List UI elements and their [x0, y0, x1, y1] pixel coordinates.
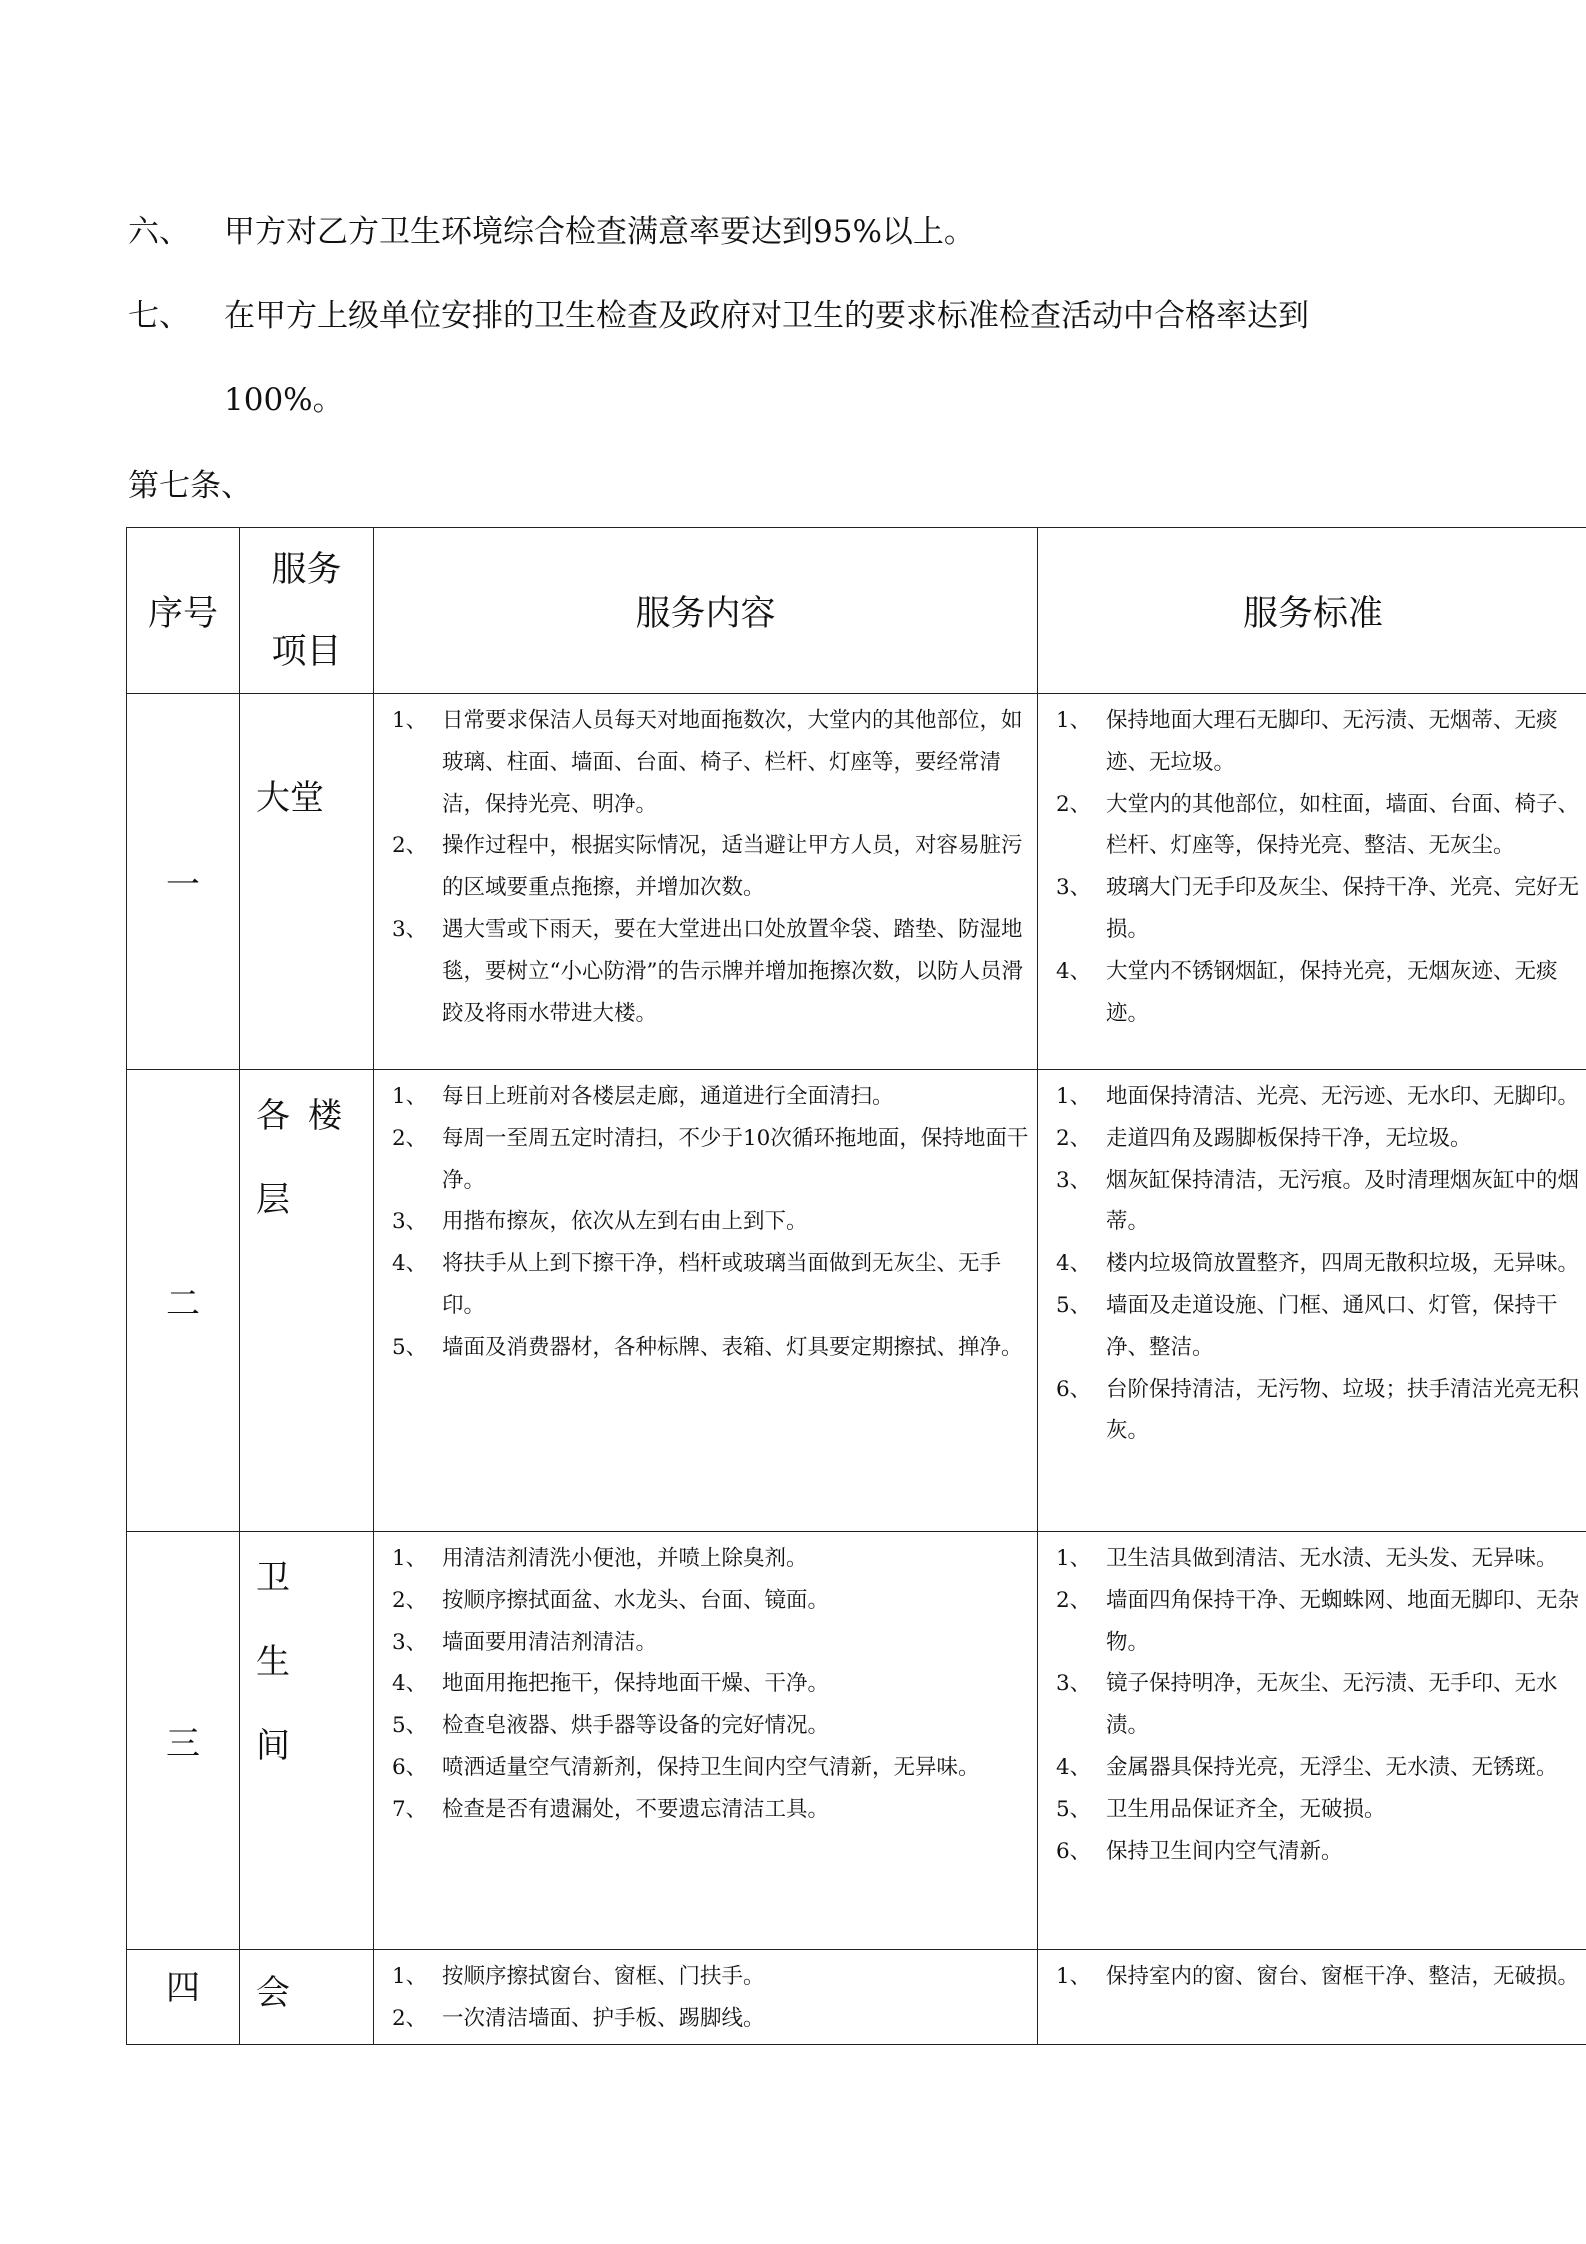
list-item: 2、 墙面四角保持干净、无蜘蛛网、地面无脚印、无杂物。 — [1056, 1587, 1580, 1655]
service-table — [126, 527, 1586, 2045]
list-item: 2、 按顺序擦拭面盆、水龙头、台面、镜面。 — [392, 1587, 830, 1613]
header-seq: 序号 — [127, 528, 240, 694]
header-item: 服务项目 — [240, 528, 374, 694]
table-row — [127, 694, 1586, 1070]
list-item: 6、 保持卫生间内空气清新。 — [1056, 1838, 1343, 1864]
clause-text: 甲方对乙方卫生环境综合检查满意率要达到95%以上。 — [224, 214, 975, 250]
list-item: 1、 保持室内的窗、窗台、窗框干净、整洁，无破损。 — [1056, 1964, 1580, 1989]
list-item: 6、 台阶保持清洁，无污物、垃圾；扶手清洁光亮无积灰。 — [1056, 1376, 1580, 1444]
list-item: 5、 墙面及消费器材，各种标牌、表箱、灯具要定期擦拭、掸净。 — [392, 1334, 1023, 1360]
row-seq: 二 — [127, 1070, 240, 1532]
row-content — [374, 1070, 1038, 1532]
list-item: 2、 走道四角及踢脚板保持干净，无垃圾。 — [1056, 1125, 1472, 1151]
clause-six — [128, 212, 975, 252]
table-row — [127, 1532, 1586, 1950]
list-item: 1、 保持地面大理石无脚印、无污渍、无烟蒂、无痰迹、无垃圾。 — [1056, 708, 1558, 775]
clause-number: 六、 — [128, 214, 190, 250]
row-standard — [1038, 1532, 1586, 1950]
list-item: 6、 喷洒适量空气清新剂，保持卫生间内空气清新，无异味。 — [392, 1754, 980, 1780]
article-heading: 第七条、 — [128, 468, 252, 504]
list-item: 1、 按顺序擦拭窗台、窗框、门扶手。 — [392, 1964, 765, 1989]
row-content — [374, 1532, 1038, 1950]
list-item: 3、 镜子保持明净，无灰尘、无污渍、无手印、无水渍。 — [1056, 1671, 1558, 1739]
list-item: 1、 卫生洁具做到清洁、无水渍、无头发、无异味。 — [1056, 1546, 1558, 1571]
list-item: 3、 玻璃大门无手印及灰尘、保持干净、光亮、完好无损。 — [1056, 875, 1580, 942]
list-item: 4、 楼内垃圾筒放置整齐，四周无散积垃圾，无异味。 — [1056, 1251, 1580, 1277]
list-item: 4、 金属器具保持光亮，无浮尘、无水渍、无锈斑。 — [1056, 1754, 1558, 1780]
list-item: 2、 一次清洁墙面、护手板、踢脚线。 — [392, 2005, 765, 2031]
header-content: 服务内容 — [374, 528, 1038, 694]
list-item: 3、 遇大雪或下雨天，要在大堂进出口处放置伞袋、踏垫、防湿地毯，要树立“小心防滑”的告示牌并增加拖擦次数，以防人员滑跤及将雨水带进大楼。 — [392, 916, 1023, 1026]
table-row — [127, 1070, 1586, 1532]
row-content — [374, 694, 1038, 1070]
row-seq: 四 — [127, 1950, 240, 2045]
list-item: 1、 用清洁剂清洗小便池，并喷上除臭剂。 — [392, 1546, 808, 1571]
clause-seven — [128, 296, 1309, 336]
header-standard: 服务标准 — [1038, 528, 1586, 694]
list-item: 4、 地面用拖把拖干，保持地面干燥、干净。 — [392, 1671, 830, 1697]
row-standard — [1038, 694, 1586, 1070]
list-item: 5、 墙面及走道设施、门框、通风口、灯管，保持干净、整洁。 — [1056, 1292, 1558, 1360]
list-item: 2、 大堂内的其他部位，如柱面，墙面、台面、椅子、栏杆、灯座等，保持光亮、整洁、无灰尘。 — [1056, 791, 1580, 859]
list-item: 1、 日常要求保洁人员每天对地面拖数次，大堂内的其他部位，如玻璃、柱面、墙面、台面、椅子、栏杆、灯座等，要经常清洁，保持光亮、明净。 — [392, 708, 1023, 817]
row-item: 卫生间 — [240, 1532, 374, 1950]
list-item: 1、 每日上班前对各楼层走廊，通道进行全面清扫。 — [392, 1084, 894, 1109]
table-row — [127, 1950, 1586, 2045]
row-item: 各楼层 — [240, 1070, 374, 1532]
row-item: 大堂 — [240, 694, 374, 1070]
list-item: 2、 每周一至周五定时清扫，不少于10次循环拖地面，保持地面干净。 — [392, 1125, 1029, 1193]
list-item: 2、 操作过程中，根据实际情况，适当避让甲方人员，对容易脏污的区域要重点拖擦，并增加次数。 — [392, 833, 1023, 901]
table-header-row — [127, 528, 1586, 694]
clause-seven-continuation: 100%。 — [224, 382, 344, 418]
list-item: 7、 检查是否有遗漏处，不要遗忘清洁工具。 — [392, 1796, 830, 1822]
row-seq: 一 — [127, 694, 240, 1070]
list-item: 3、 墙面要用清洁剂清洁。 — [392, 1629, 658, 1655]
clause-number: 七、 — [128, 298, 190, 334]
clause-text: 在甲方上级单位安排的卫生检查及政府对卫生的要求标准检查活动中合格率达到 — [224, 298, 1309, 334]
row-standard — [1038, 1950, 1586, 2045]
row-seq: 三 — [127, 1532, 240, 1950]
list-item: 4、 大堂内不锈钢烟缸，保持光亮，无烟灰迹、无痰迹。 — [1056, 958, 1558, 1026]
list-item: 4、 将扶手从上到下擦干净，档杆或玻璃当面做到无灰尘、无手印。 — [392, 1251, 1002, 1318]
list-item: 5、 卫生用品保证齐全，无破损。 — [1056, 1796, 1386, 1822]
list-item: 3、 烟灰缸保持清洁，无污痕。及时清理烟灰缸中的烟蒂。 — [1056, 1167, 1580, 1235]
list-item: 3、 用揩布擦灰，依次从左到右由上到下。 — [392, 1209, 808, 1235]
list-item: 1、 地面保持清洁、光亮、无污迹、无水印、无脚印。 — [1056, 1084, 1580, 1109]
row-item: 会 — [240, 1950, 374, 2045]
row-content — [374, 1950, 1038, 2045]
row-standard — [1038, 1070, 1586, 1532]
list-item: 5、 检查皂液器、烘手器等设备的完好情况。 — [392, 1713, 830, 1739]
